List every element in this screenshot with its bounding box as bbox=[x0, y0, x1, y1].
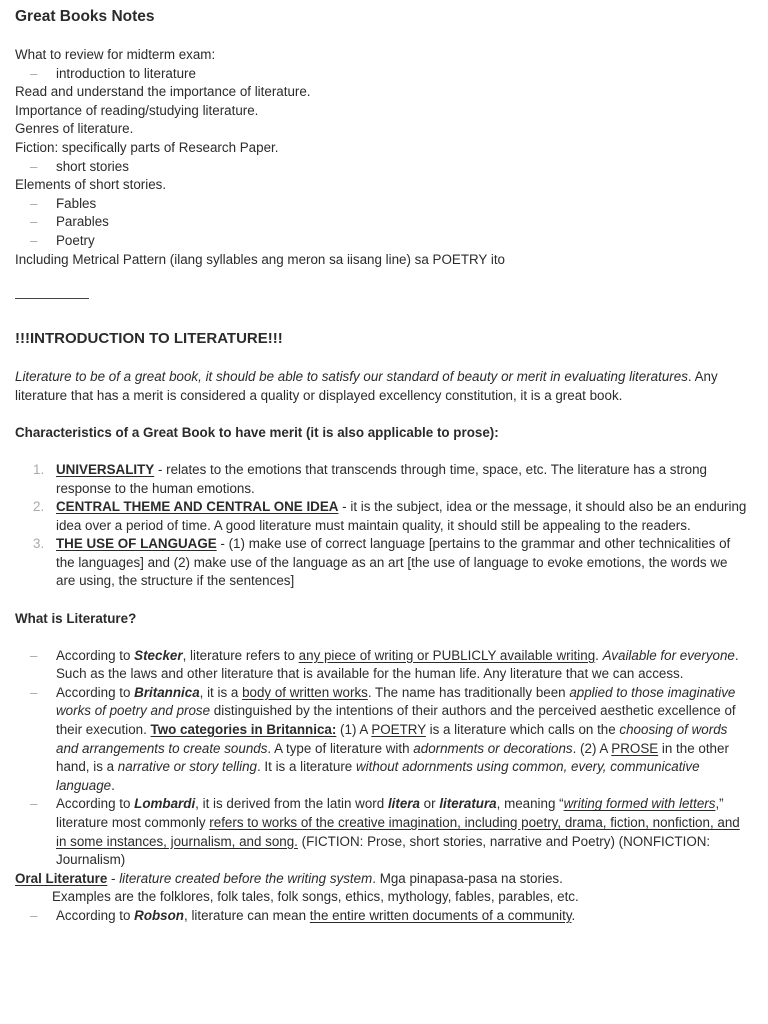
text-line: Fiction: specifically parts of Research Paper. bbox=[15, 139, 279, 155]
dash-bullet: – bbox=[30, 195, 38, 211]
list-item: – Poetry bbox=[15, 232, 748, 251]
text-line: Importance of reading/studying literature. bbox=[15, 102, 259, 118]
dash-bullet: – bbox=[30, 684, 38, 700]
list-number: 3. bbox=[33, 536, 45, 552]
review-heading: What to review for midterm exam: bbox=[15, 47, 216, 62]
text-line: Including Metrical Pattern (ilang syllables ang meron sa iisang line) sa POETRY ito bbox=[15, 251, 505, 267]
intro-heading: !!!INTRODUCTION TO LITERATURE!!! bbox=[15, 330, 283, 348]
dash-bullet: – bbox=[30, 214, 38, 230]
dash-bullet: – bbox=[30, 65, 38, 81]
list-item: – Parables bbox=[15, 213, 748, 232]
list-item: 3. THE USE OF LANGUAGE - (1) make use of correct language [pertains to the grammar and other technicalities of the languages] and (2) make use of the language as an art [the use of language to evoke emotions, the words we are using, the structure if the sentences] bbox=[33, 536, 731, 589]
note-page bbox=[15, 7, 748, 926]
list-item: – introduction to literature bbox=[15, 65, 748, 84]
list-item: 1. UNIVERSALITY - relates to the emotions that transcends through time, space, etc. The literature has a strong response to the human emotions. bbox=[33, 461, 708, 496]
list-number: 2. bbox=[33, 499, 45, 515]
list-item: – According to Robson, literature can mean the entire written documents of a community. bbox=[15, 907, 748, 926]
oral-literature-line: Oral Literature - literature created before the writing system. Mga pinapasa-pasa na stories. bbox=[15, 870, 563, 886]
dash-bullet: – bbox=[30, 232, 38, 248]
list-item: – Fables bbox=[15, 195, 748, 214]
list-item: – short stories bbox=[15, 158, 748, 177]
list-item: 2. CENTRAL THEME AND CENTRAL ONE IDEA - it is the subject, idea or the message, it should also be an enduring idea over a period of time. A good literature must maintain quality, it should still be appealing to the readers. bbox=[33, 499, 747, 533]
intro-paragraph: Literature to be of a great book, it should be able to satisfy our standard of beauty or merit in evaluating literatures. Any literature that has a merit is considered a quality or displayed excellency constitution, it is a great book. bbox=[15, 369, 718, 403]
dash-bullet: – bbox=[30, 907, 38, 923]
what-heading: What is Literature? bbox=[15, 610, 137, 626]
separator-line bbox=[15, 288, 89, 299]
dash-bullet: – bbox=[30, 647, 38, 663]
list-item: – According to Lombardi, it is derived from the latin word litera or literatura, meaning “writing formed with letters,” literature most commonly refers to works of the creative imagination, including poetry, drama, fiction, nonfiction, and in some instances, journalism, and song. (FICTION: Prose, short stories, narrative and Poetry) (NONFICTION: Journalism) bbox=[30, 796, 740, 868]
dash-bullet: – bbox=[30, 796, 38, 812]
examples-line: Examples are the folklores, folk tales, folk songs, ethics, mythology, fables, parables, etc. bbox=[52, 889, 579, 905]
list-number: 1. bbox=[33, 461, 45, 477]
page-title: Great Books Notes bbox=[15, 8, 155, 25]
list-item: – According to Britannica, it is a body of written works. The name has traditionally been applied to those imaginative works of poetry and prose distinguished by the intentions of their authors and the perceived aesthetic excellence of their execution. Two categories in Britannica: (1) A POETRY is a literature which calls on the choosing of words and arrangements to create sounds. A type of literature with adornments or decorations. (2) A PROSE in the other hand, is a narrative or story telling. It is a literature without adornments using common, every, communicative language. bbox=[30, 684, 736, 793]
list-item: – According to Stecker, literature refers to any piece of writing or PUBLICLY available writing. Available for everyone. Such as the laws and other literature that is available for the human life. Any literature that we can access. bbox=[30, 647, 739, 682]
text-line: Genres of literature. bbox=[15, 121, 134, 137]
characteristics-heading: Characteristics of a Great Book to have merit (it is also applicable to prose): bbox=[15, 424, 499, 440]
dash-bullet: – bbox=[30, 158, 38, 174]
text-line: Elements of short stories. bbox=[15, 177, 167, 193]
text-line: Read and understand the importance of literature. bbox=[15, 84, 311, 100]
